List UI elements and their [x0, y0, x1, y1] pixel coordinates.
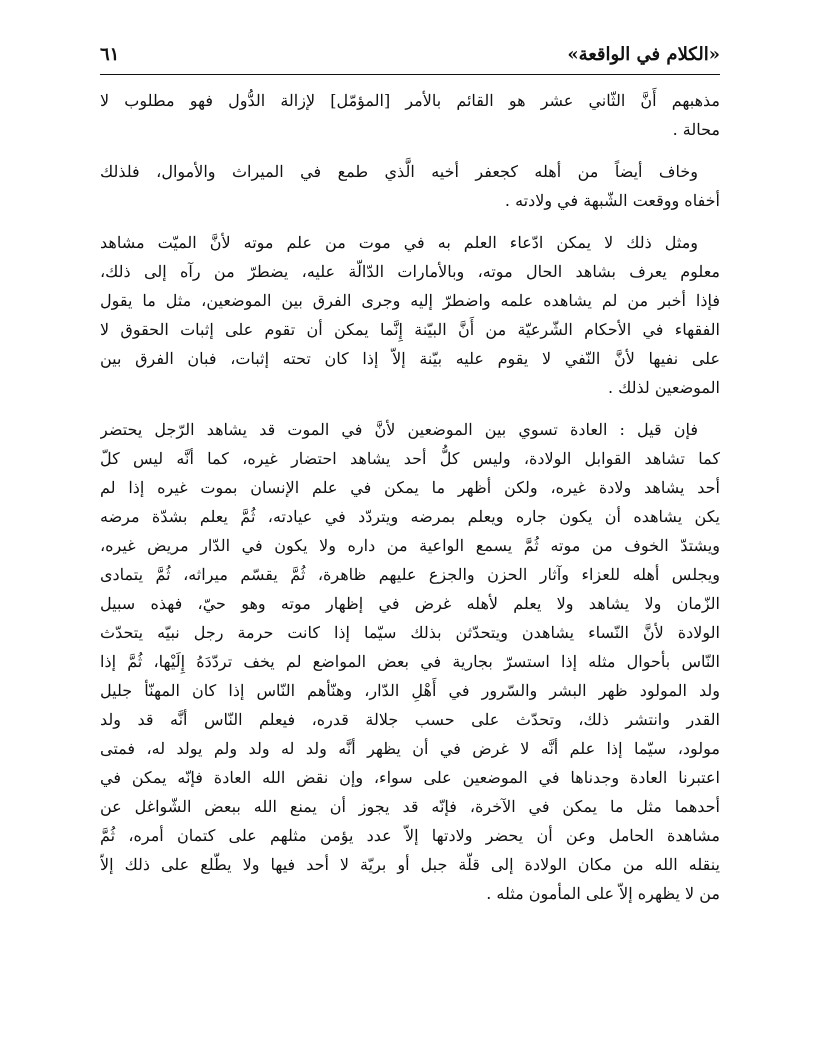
header-divider: [100, 74, 720, 75]
text-line: معلوم يعرف بشاهد الحال موته، وبالأمارات الدّالّة عليه، يضطرّ من رآه إلى ذلك،: [100, 262, 720, 281]
text-line: ويجلس أهله للعزاء وآثار الحزن والجزع عليهم ظاهرة، ثُمَّ يقسّم ميراثه، ثُمَّ يتمادى: [100, 565, 720, 584]
text-line: كما تشاهد القوابل الولادة، وليس كلُّ أحد يشاهد احتضار غيره، كما أنَّه ليس كلّ: [100, 449, 720, 468]
text-line: على نفيها لأنَّ النّفي لا يقوم عليه بيّنة إلاّ إذا كان تحته إثبات، فبان الفرق بين: [100, 349, 720, 368]
page-header: [100, 38, 720, 72]
paragraph: [100, 157, 720, 215]
text-line: الموضعين لذلك .: [607, 378, 720, 397]
text-line: ومثل ذلك لا يمكن ادّعاء العلم به في موت من علم موته لأنَّ الميّت مشاهد: [100, 233, 698, 252]
text-line: مولود، سيّما إذا علم أنَّه لا غرض في أن يظهر أنَّه ولد له ولد ولم يولد له، فمتى: [100, 739, 720, 758]
paragraph: [100, 86, 720, 144]
text-line: فإذا أخبر من لم يشاهده علمه واضطرّ إليه وجرى الفرق بين الموضعين، مثل ما يقول: [100, 291, 720, 310]
text-line: الفقهاء في الأحكام الشّرعيّة من أَنَّ البيّنة إِنَّما يمكن أن تقوم على إثبات الحقوق لا: [100, 320, 720, 339]
text-line: الزّمان ولا يشاهد ولا يعلم لأهله غرض في إظهار موته وهو حيّ، فهذه سبيل: [100, 594, 720, 613]
text-line: أحد يشاهد ولادة غيره، ولكن أظهر ما يمكن في علم الإنسان بموت غيره إذا لم: [100, 478, 720, 497]
text-line: يكن يشاهده أن يكون جاره ويعلم بمرضه ويتردّد في عيادته، ثُمَّ يعلم بشدّة مرضه: [100, 507, 720, 526]
text-line: فإن قيل : العادة تسوي بين الموضعين لأنَّ في الموت قد يشاهد الرّجل يحتضر: [100, 420, 698, 439]
text-line: ينقله الله من مكان الولادة إلى قلّة جبل أو بريّة لا أحد فيها ولا يطّلع على ذلك إلاّ: [100, 855, 720, 874]
running-title: «الكلام في الواقعة»: [567, 44, 720, 65]
text-line: وخاف أيضاً من أهله كجعفر أخيه الَّذي طمع في الميراث والأموال، فلذلك: [100, 162, 698, 181]
text-line: القدر وانتشر ذلك، وتحدّث على حسب جلالة قدره، فيعلم النّاس أنَّه قد ولد: [100, 710, 720, 729]
text-line: مشاهدة الحامل وعن أن يحضر ولادتها إلاّ عدد يؤمن مثلهم على كتمان أمره، ثُمَّ: [100, 826, 720, 845]
text-line: اعتبرنا العادة وجدناها في الموضعين على سواء، وإن نقض الله العادة فإنّه يمكن في: [100, 768, 720, 787]
paragraph: [100, 228, 720, 402]
text-line: النّاس بأحوال مثله إذا استسرّ بجارية في بعض المواضع لم يخف تردّدَهُ إِلَيْها، ثُمَّ إذا: [100, 652, 720, 671]
text-line: الولادة لأنَّ النّساء يشاهدن ويتحدّثن بذلك سيّما إذا كانت حرمة رجل نبيّه يتحدّث: [100, 623, 720, 642]
text-line: من لا يظهره إلاّ على المأمون مثله .: [486, 884, 720, 903]
text-line: مذهبهم أَنَّ الثّاني عشر هو القائم بالأمر [المؤمّل] لإزالة الدُّول فهو مطلوب لا: [100, 91, 720, 110]
paragraph: [100, 415, 720, 908]
page-number: ٦١: [100, 44, 120, 65]
text-line: أخفاه ووقعت الشّبهة في ولادته .: [504, 191, 720, 210]
page-body: [100, 86, 720, 921]
text-line: ويشتدّ الخوف من موته ثُمَّ يسمع الواعية من داره ولا يكون في الدّار مريض غيره،: [100, 536, 720, 555]
text-line: محالة .: [672, 120, 720, 139]
text-line: ولد المولود ظهر البشر والسّرور في أَهْلِ الدّار، وهنّأهم النّاس إذا كان المهنّأ جليل: [100, 681, 720, 700]
text-line: أحدهما مثل ما يمكن في الآخرة، فإنّه قد يجوز أن يمنع الله ببعض الشّواغل عن: [100, 797, 720, 816]
